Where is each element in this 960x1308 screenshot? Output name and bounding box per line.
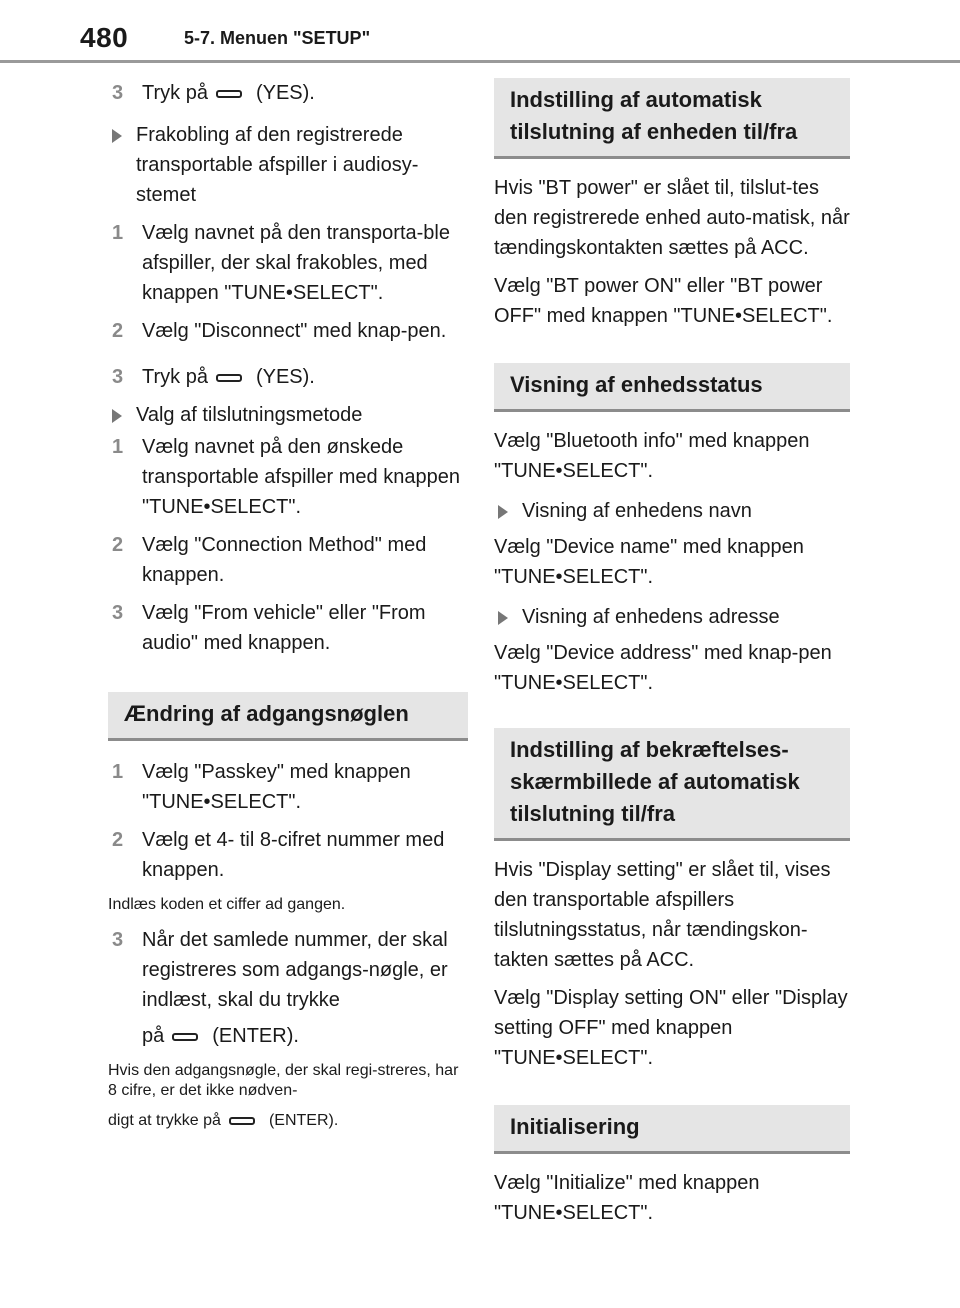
button-icon <box>172 1033 198 1041</box>
step-text: Vælg navnet på den transporta-ble afspiller, der skal frakobles, med knappen "TUNE•SELECT". <box>142 222 450 304</box>
step-number: 3 <box>112 602 124 624</box>
step-number: 1 <box>112 222 124 244</box>
button-icon <box>216 90 242 98</box>
step-number: 2 <box>112 320 124 342</box>
paragraph: Vælg "Bluetooth info" med knappen "TUNE•SELECT". <box>494 430 810 482</box>
step-text: (ENTER). <box>212 1025 299 1047</box>
section-heading-confirm-screen: Indstilling af bekræftelses-skærmbillede af automatisk tilslutning til/fra <box>494 728 850 841</box>
step-passkey-2 <box>108 825 468 885</box>
step-number: 2 <box>112 829 124 851</box>
step-text: Når det samlede nummer, der skal registreres som adgangs-nøgle, er indlæst, skal du trykke <box>142 929 448 1011</box>
step-method-1 <box>108 432 468 522</box>
step-yes-2 <box>108 362 468 392</box>
triangle-bullet-icon <box>112 129 122 143</box>
right-column <box>494 78 850 1236</box>
step-text: Vælg navnet på den ønskede transportable afspiller med knappen "TUNE•SELECT". <box>142 436 460 518</box>
subheading-device-name <box>494 496 850 526</box>
paragraph: Vælg "Display setting ON" eller "Display setting OFF" med knappen "TUNE•SELECT". <box>494 987 848 1069</box>
section-heading-auto-connect: Indstilling af automatisk tilslutning af enheden til/fra <box>494 78 850 159</box>
step-text: Vælg et 4- til 8-cifret nummer med knappen. <box>142 829 445 881</box>
paragraph: Vælg "Initialize" med knappen "TUNE•SELECT". <box>494 1172 760 1224</box>
subheading-method <box>108 400 468 430</box>
triangle-bullet-icon <box>112 409 122 423</box>
step-text: Vælg "Passkey" med knappen "TUNE•SELECT". <box>142 761 411 813</box>
subheading-text: Valg af tilslutningsmetode <box>136 404 363 426</box>
step-method-3 <box>108 598 468 658</box>
step-number: 1 <box>112 761 124 783</box>
subheading-text: Visning af enhedens adresse <box>522 606 780 628</box>
step-passkey-1 <box>108 757 468 817</box>
step-text: (YES). <box>255 82 315 104</box>
step-text: Tryk på <box>142 82 208 104</box>
note-text: digt at trykke på <box>108 1112 221 1129</box>
paragraph: Hvis "Display setting" er slået til, vises den transportable afspillers tilslutningsstatus, når tændingskon-takten sættes på ACC. <box>494 859 831 971</box>
note-text: Hvis den adgangsnøgle, der skal regi-streres, har 8 cifre, er det ikke nødven- <box>108 1062 459 1099</box>
subheading-disconnect <box>108 120 468 210</box>
step-passkey-3-enter <box>108 1021 468 1051</box>
subheading-device-address <box>494 602 850 632</box>
step-text: (YES). <box>255 366 315 388</box>
triangle-bullet-icon <box>498 505 508 519</box>
step-number: 3 <box>112 366 124 388</box>
step-text: Vælg "Connection Method" med knappen. <box>142 534 427 586</box>
step-text: Vælg "Disconnect" med knap-pen. <box>142 320 447 342</box>
step-number: 1 <box>112 436 124 458</box>
chapter-title: 5-7. Menuen "SETUP" <box>184 28 371 48</box>
step-number: 2 <box>112 534 124 556</box>
subheading-text: Visning af enhedens navn <box>522 500 752 522</box>
step-select-name <box>108 218 468 308</box>
paragraph: Hvis "BT power" er slået til, tilslut-tes den registrerede enhed auto-matisk, når tændingskontakten sættes på ACC. <box>494 177 850 259</box>
subheading-text: Frakobling af den registrerede transportable afspiller i audiosy-stemet <box>136 124 419 206</box>
step-text: Vælg "From vehicle" eller "From audio" med knappen. <box>142 602 426 654</box>
step-number: 3 <box>112 929 124 951</box>
note-text: Indlæs koden et ciffer ad gangen. <box>108 896 346 913</box>
header-divider <box>0 60 960 63</box>
step-yes-1 <box>108 78 468 108</box>
left-column <box>108 78 468 1141</box>
button-icon <box>229 1117 255 1125</box>
step-text: Tryk på <box>142 366 208 388</box>
page-header <box>0 0 960 62</box>
section-heading-initialize: Initialisering <box>494 1105 850 1154</box>
step-passkey-3 <box>108 925 468 1015</box>
section-heading-passkey: Ændring af adgangsnøglen <box>108 692 468 741</box>
step-method-2 <box>108 530 468 590</box>
step-disconnect <box>108 316 468 346</box>
note-text-enter <box>108 1111 468 1131</box>
note-text: (ENTER). <box>268 1112 339 1129</box>
button-icon <box>216 374 242 382</box>
page-number: 480 <box>80 22 129 53</box>
paragraph: Vælg "Device name" med knappen "TUNE•SELECT". <box>494 536 804 588</box>
paragraph: Vælg "BT power ON" eller "BT power OFF" med knappen "TUNE•SELECT". <box>494 275 833 327</box>
paragraph: Vælg "Device address" med knap-pen "TUNE•SELECT". <box>494 642 832 694</box>
triangle-bullet-icon <box>498 611 508 625</box>
section-heading-status: Visning af enhedsstatus <box>494 363 850 412</box>
step-text: på <box>142 1025 165 1047</box>
step-number: 3 <box>112 82 124 104</box>
